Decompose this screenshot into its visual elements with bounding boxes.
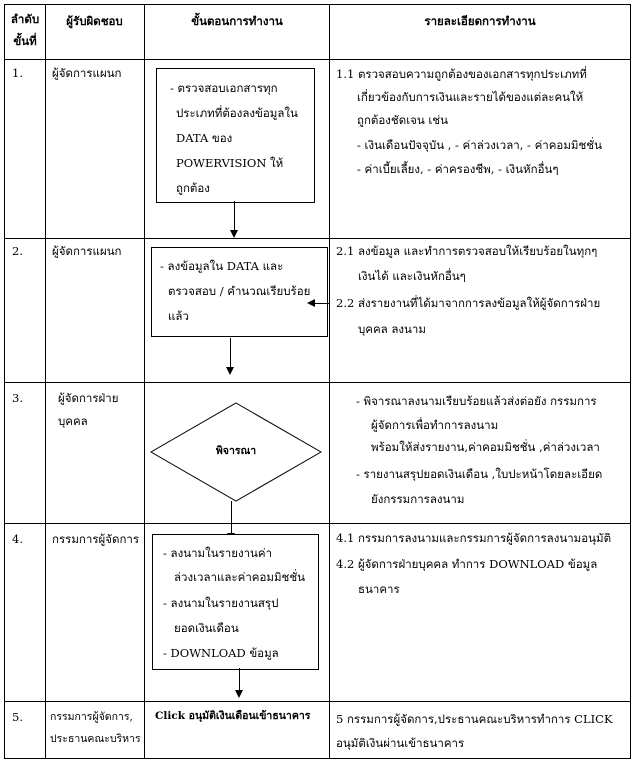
arrow-down-3	[231, 501, 232, 534]
row-1-detail-line1: 1.1 ตรวจสอบความถูกต้องของเอกสารทุกประเภทที่	[336, 67, 587, 81]
row-1-detail-line3: ถูกต้องชัดเจน เช่น	[357, 113, 448, 127]
row-2-owner: ผู้จัดการแผนก	[52, 244, 122, 258]
row-2-detail-line4: บุคคล ลงนาม	[358, 322, 426, 336]
row-3-detail-line3: พร้อมให้ส่งรายงาน,ค่าคอมมิชชั่น ,ค่าล่วงเวลา	[371, 440, 600, 454]
row-1-step-line4: POWERVISION ให้	[176, 156, 284, 170]
row-1-owner: ผู้จัดการแผนก	[52, 66, 122, 80]
row-3-detail-line5: ยังกรรมการลงนาม	[371, 492, 465, 506]
row-2-number: 2.	[12, 244, 23, 258]
row-4-step-line5: - DOWNLOAD ข้อมูล	[163, 646, 279, 660]
row-4-number: 4.	[12, 532, 23, 546]
table-border-top	[4, 4, 631, 5]
row-4-owner: กรรมการผู้จัดการ	[52, 532, 140, 546]
row-5-number: 5.	[12, 710, 23, 724]
row-5-owner-line1: กรรมการผู้จัดการ,	[50, 711, 133, 723]
row-1-number: 1.	[12, 66, 23, 80]
row-divider-1	[4, 238, 631, 239]
header-responsible: ผู้รับผิดชอบ	[66, 14, 123, 28]
row-1-detail-line2: เกี่ยวข้องกับการเงินและรายได้ของแต่ละคนให้	[357, 90, 584, 104]
row-divider-2	[4, 382, 631, 383]
row-1-step-line5: ถูกต้อง	[176, 181, 210, 195]
header-details: รายละเอียดการทำงาน	[424, 14, 536, 28]
header-process: ขั้นตอนการทำงาน	[191, 14, 283, 28]
row-5-owner-line2: ประธานคณะบริหาร	[50, 733, 141, 745]
row-2-detail-line3: 2.2 ส่งรายงานที่ได้มาจากการลงข้อมูลให้ผู้จัดการฝ่าย	[336, 296, 601, 310]
arrow-left-2	[314, 303, 330, 304]
row-divider-3	[4, 523, 631, 524]
row-4-step-line3: - ลงนามในรายงานสรุป	[163, 596, 279, 610]
row-3-detail-line4: - รายงานสรุปยอดเงินเดือน ,ใบปะหน้าโดยละเอียด	[356, 467, 603, 481]
row-1-step-line2: ประเภทที่ต้องลงข้อมูลใน	[176, 106, 298, 120]
row-4-step-line4: ยอดเงินเดือน	[174, 621, 239, 635]
row-4-step-line1: - ลงนามในรายงานค่า	[163, 546, 273, 560]
row-4-step-line2: ล่วงเวลาและค่าคอมมิชชั่น	[174, 570, 306, 584]
arrow-down-1	[234, 201, 235, 231]
row-1-detail-line5: - ค่าเบี้ยเลี้ยง, - ค่าครองชีพ, - เงินหักอื่นๆ	[357, 162, 559, 176]
row-3-owner-line1: ผู้จัดการฝ่าย	[58, 391, 119, 405]
row-2-step-line3: แล้ว	[168, 309, 189, 323]
header-step-number	[5, 8, 45, 52]
row-4-detail-line2: 4.2 ผู้จัดการฝ่ายบุคคล ทำการ DOWNLOAD ข้อมูล	[336, 557, 598, 571]
row-2-detail-line1: 2.1 ลงข้อมูล และทำการตรวจสอบให้เรียบร้อยในทุกๆ	[336, 244, 598, 258]
row-divider-header	[4, 59, 631, 60]
row-5-step: Click อนุมัติเงินเดือนเข้าธนาคาร	[155, 710, 311, 722]
row-1-step-line1: - ตรวจสอบเอกสารทุก	[170, 81, 278, 95]
row-3-detail-line2: ผู้จัดการเพื่อทำการลงนาม	[371, 418, 499, 432]
row-1-step-line3: DATA ของ	[176, 131, 233, 145]
row-2-step-line1: - ลงข้อมูลใน DATA และ	[160, 259, 284, 273]
header-step-number-line2: ขั้นที่	[13, 34, 37, 48]
row-divider-4	[4, 701, 631, 702]
arrow-down-4	[239, 668, 240, 691]
row-3-owner-line2: บุคคล	[58, 414, 88, 428]
row-2-step-line2: ตรวจสอบ / คำนวณเรียบร้อย	[168, 284, 311, 298]
row-4-detail-line3: ธนาคาร	[358, 582, 400, 596]
row-2-detail-line2: เงินได้ และเงินหักอื่นๆ	[358, 269, 466, 283]
header-step-number-line1: ลำดับ	[10, 12, 40, 26]
decision-label: พิจารณา	[215, 445, 257, 457]
arrow-down-2	[230, 338, 231, 368]
row-4-detail-line1: 4.1 กรรมการลงนามและกรรมการผู้จัดการลงนามอนุมัติ	[336, 531, 612, 545]
table-border-bottom	[4, 758, 631, 759]
row-5-detail-line1: 5 กรรมการผู้จัดการ,ประธานคณะบริหารทำการ CLICK	[336, 712, 613, 726]
row-3-detail-line1: - พิจารณาลงนามเรียบร้อยแล้วส่งต่อยัง กรรมการ	[356, 394, 597, 408]
row-3-number: 3.	[12, 391, 23, 405]
row-1-detail-line4: - เงินเดือนปัจจุบัน , - ค่าล่วงเวลา, - ค่าคอมมิชชั่น	[357, 138, 602, 152]
row-5-detail-line2: อนุมัติเงินผ่านเข้าธนาคาร	[336, 736, 465, 750]
